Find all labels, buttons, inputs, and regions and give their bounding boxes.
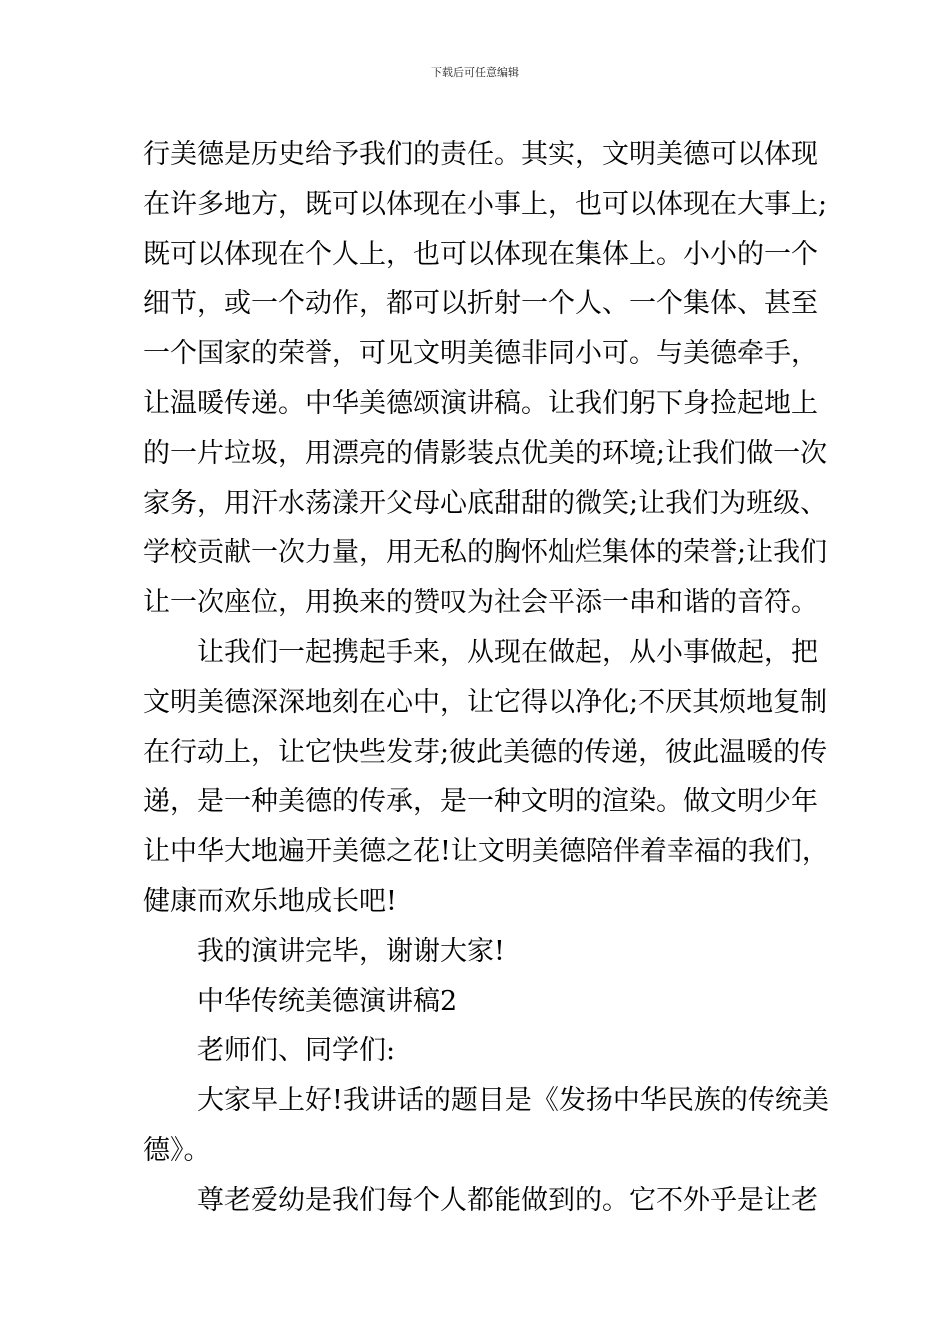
text-line: 在行动上，让它快些发芽;彼此美德的传递，彼此温暖的传 — [143, 736, 828, 768]
paragraph — [143, 628, 829, 927]
paragraph — [143, 927, 807, 977]
text-line: 学校贡献一次力量，用无私的胸怀灿烂集体的荣誉;让我们 — [143, 537, 828, 569]
paragraph — [143, 1026, 807, 1076]
paragraph — [143, 130, 828, 628]
paragraph — [143, 1176, 818, 1226]
text-line: 一个国家的荣誉，可见文明美德非同小可。与美德牵手， — [143, 338, 818, 370]
text-line: 让中华大地遍开美德之花!让文明美德陪伴着幸福的我们， — [143, 836, 829, 868]
text-line: 既可以体现在个人上，也可以体现在集体上。小小的一个 — [143, 238, 818, 270]
text-line: 的一片垃圾，用漂亮的倩影装点优美的环境;让我们做一次 — [143, 437, 828, 469]
text-line: 让温暖传递。中华美德颂演讲稿。让我们躬下身捡起地上 — [143, 387, 818, 419]
text-line: 让我们一起携起手来，从现在做起，从小事做起，把 — [197, 636, 818, 668]
text-line: 健康而欢乐地成长吧! — [143, 885, 397, 917]
text-line: 大家早上好!我讲话的题目是《发扬中华民族的传统美 — [197, 1085, 829, 1117]
paragraph — [143, 1076, 829, 1176]
text-line: 行美德是历史给予我们的责任。其实，文明美德可以体现 — [143, 139, 818, 170]
text-line: 德》。 — [143, 1134, 211, 1166]
text-line: 尊老爱幼是我们每个人都能做到的。它不外乎是让老 — [197, 1184, 818, 1216]
document-body — [143, 130, 829, 1226]
text-line: 文明美德深深地刻在心中，让它得以净化;不厌其烦地复制 — [143, 686, 828, 718]
text-line: 我的演讲完毕，谢谢大家! — [197, 935, 505, 967]
text-line: 在许多地方，既可以体现在小事上，也可以体现在大事上; — [143, 188, 828, 220]
page-header: 下载后可任意编辑 — [431, 66, 519, 79]
text-line: 家务，用汗水荡漾开父母心底甜甜的微笑;让我们为班级、 — [143, 487, 828, 519]
text-line: 中华传统美德演讲稿2 — [197, 985, 458, 1017]
text-line: 递，是一种美德的传承，是一种文明的渲染。做文明少年 — [143, 786, 818, 818]
text-line: 让一次座位，用换来的赞叹为社会平添一串和谐的音符。 — [143, 587, 818, 619]
text-line: 细节，或一个动作，都可以折射一个人、一个集体、甚至 — [143, 288, 818, 320]
text-line: 老师们、同学们: — [197, 1035, 396, 1067]
paragraph — [143, 977, 807, 1027]
